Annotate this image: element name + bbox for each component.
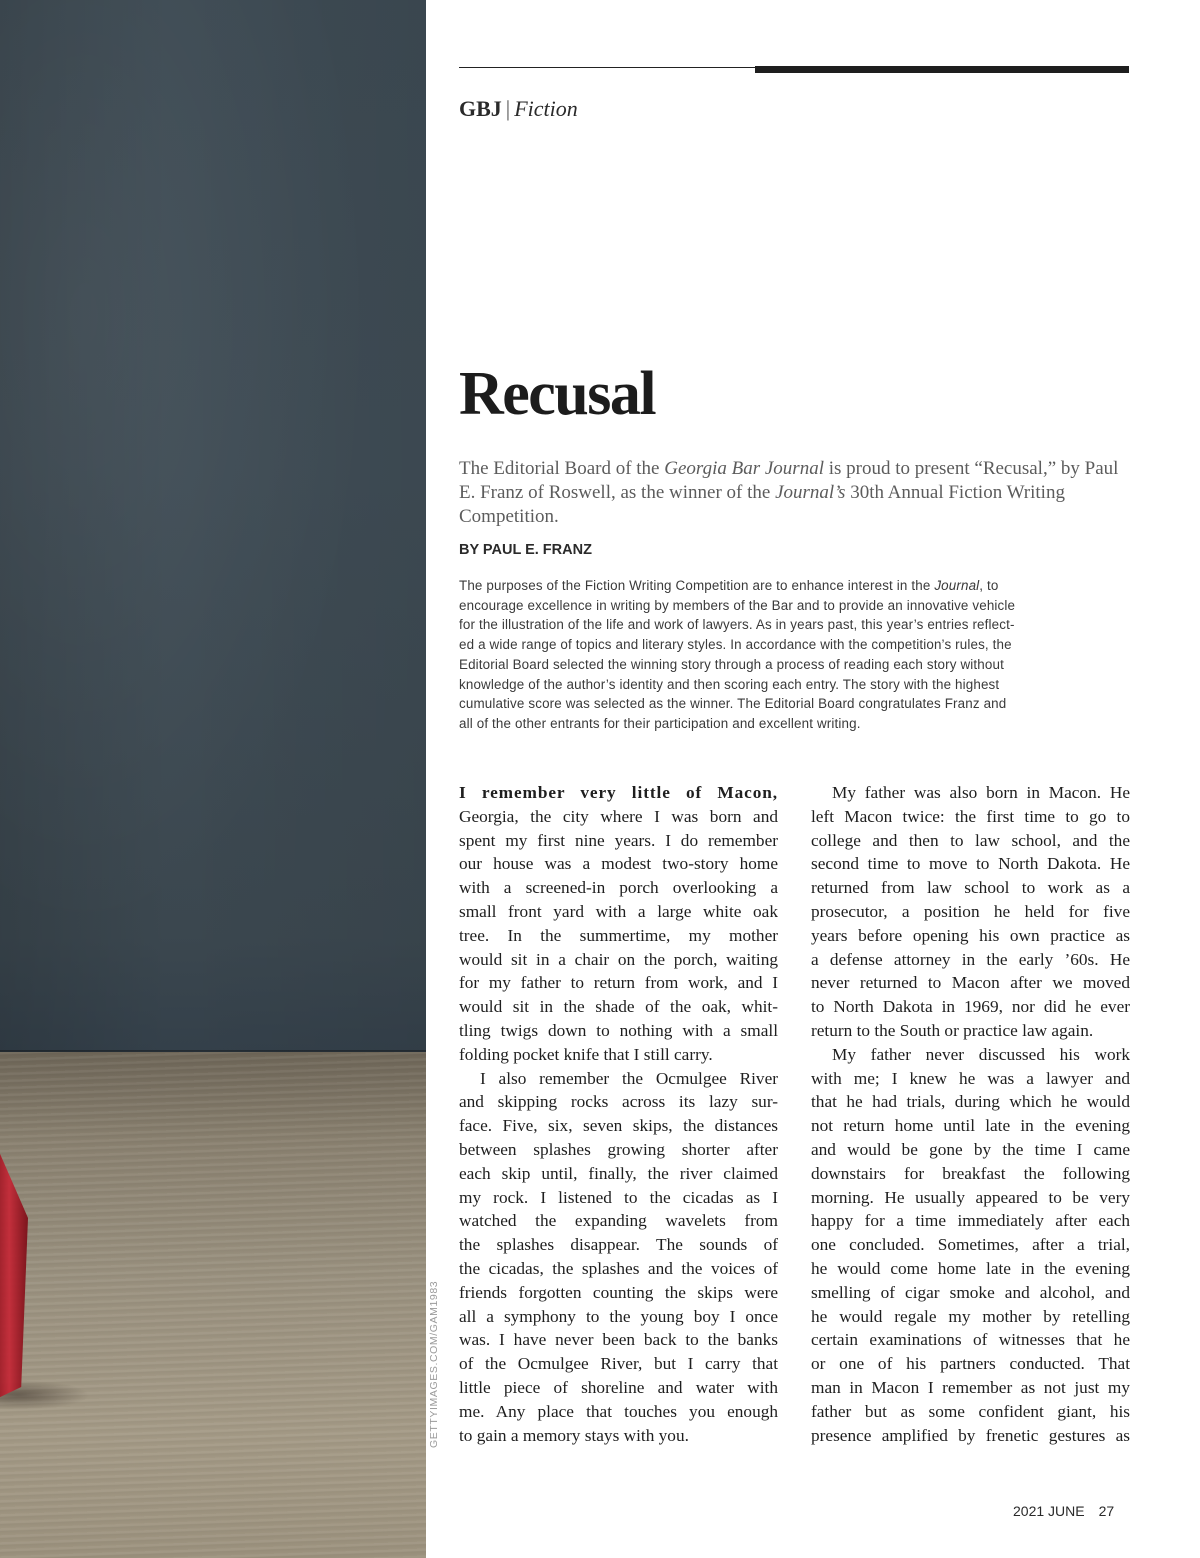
- story-line: My father never discussed his work: [832, 1044, 1130, 1064]
- note-text: Editorial Board selected the winning story through a process of reading each story without: [459, 656, 1004, 672]
- section-name: Fiction: [514, 96, 578, 121]
- story-line: my rock. I listened to the cicadas as I: [459, 1187, 778, 1207]
- note-line: [459, 694, 1131, 714]
- story-line: second time to move to North Dakota. He: [811, 854, 1130, 874]
- publication-abbrev: GBJ: [459, 96, 502, 121]
- story-line: our house was a modest two-story home: [459, 854, 778, 874]
- story-line: not return home until late in the evening: [811, 1116, 1130, 1136]
- story-line: morning. He usually appeared to be very: [811, 1187, 1130, 1207]
- story-line: and skipping rocks across its lazy sur-: [459, 1092, 778, 1112]
- story-line: downstairs for breakfast the following: [811, 1163, 1130, 1183]
- story-line: and would be gone by the time I came: [811, 1139, 1130, 1159]
- story-line: certain examinations of witnesses that he: [811, 1330, 1130, 1350]
- note-journal-name: Journal: [934, 578, 980, 593]
- story-line: one concluded. Sometimes, after a trial,: [811, 1235, 1130, 1255]
- story-line: small front yard with a large white oak: [459, 901, 778, 921]
- intro-text-2: is proud to present “Recusal,” by Paul E. Franz of Roswell, as the winner of the: [459, 458, 1119, 503]
- story-line: Georgia, the city where I was born and: [459, 806, 778, 826]
- story-line: he would come home late in the evening: [811, 1258, 1130, 1278]
- story-line: returned from law school to work as a: [811, 878, 1130, 898]
- story-line: folding pocket knife that I still carry.: [459, 1044, 713, 1064]
- photo-wall: [0, 0, 426, 1055]
- note-line: [459, 655, 1131, 675]
- story-line: each skip until, finally, the river claimed: [459, 1163, 778, 1183]
- cover-photo: [0, 0, 426, 1558]
- story-line: face. Five, six, seven skips, the distances: [459, 1116, 778, 1136]
- story-line: prosecutor, a position he held for five: [811, 901, 1130, 921]
- story-line: years before opening his own practice as: [811, 925, 1130, 945]
- note-line: [459, 615, 1131, 635]
- folio-issue: 2021 JUNE: [1013, 1503, 1085, 1519]
- story-line: watched the expanding wavelets from: [459, 1211, 778, 1231]
- note-text: knowledge of the author’s identity and then scoring each entry. The story with the highest: [459, 676, 1000, 692]
- story-line: the cicadas, the splashes and the voices of: [459, 1258, 778, 1278]
- article-title: Recusal: [459, 360, 656, 428]
- note-text: all of the other entrants for their participation and excellent writing.: [459, 715, 861, 731]
- story-line: father but as some confident giant, his: [811, 1401, 1130, 1421]
- story-line: was. I have never been back to the banks: [459, 1330, 778, 1350]
- note-text: encourage excellence in writing by members of the Bar and to provide an innovative vehicle: [459, 597, 1016, 613]
- story-line: would sit in a chair on the porch, waiting: [459, 949, 778, 969]
- story-line: would sit in the shade of the oak, whit-: [459, 997, 778, 1017]
- story-line: to gain a memory stays with you.: [459, 1425, 689, 1445]
- intro-journal-possessive: Journal’s: [775, 482, 846, 503]
- competition-note: [459, 576, 1131, 734]
- story-line: tree. In the summertime, my mother: [459, 925, 778, 945]
- story-line: with me; I knew he was a lawyer and: [811, 1068, 1130, 1088]
- note-line: [459, 635, 1131, 655]
- story-line: to North Dakota in 1969, nor did he ever: [811, 997, 1130, 1017]
- section-label: [459, 95, 578, 123]
- story-line: man in Macon I remember as not just my: [811, 1377, 1130, 1397]
- byline: BY PAUL E. FRANZ: [459, 542, 592, 558]
- story-line: smelling of cigar smoke and alcohol, and: [811, 1282, 1130, 1302]
- note-line: [459, 576, 1131, 596]
- story-line: that he had trials, during which he would: [811, 1092, 1130, 1112]
- story-line: me. Any place that touches you enough: [459, 1401, 778, 1421]
- story-line: My father was also born in Macon. He: [832, 783, 1130, 802]
- story-lead-in: I remember very little of Macon,: [459, 783, 778, 802]
- page-folio: [1013, 1503, 1114, 1519]
- note-line: [459, 596, 1131, 616]
- note-text: ed a wide range of topics and literary styles. In accordance with the competition’s rules, the: [459, 637, 1012, 653]
- photo-credit-text: GETTYIMAGES.COM/GAM1983: [428, 1280, 440, 1448]
- note-line: [459, 714, 1131, 734]
- note-line: [459, 675, 1131, 695]
- story-line: little piece of shoreline and water with: [459, 1377, 778, 1397]
- story-line: spent my first nine years. I do remember: [459, 830, 778, 850]
- story-line: all a symphony to the young boy I once: [459, 1306, 778, 1326]
- story-line: or one of his partners conducted. That: [811, 1354, 1130, 1374]
- story-line: for my father to return from work, and I: [459, 973, 778, 993]
- story-line: happy for a time immediately after each: [811, 1211, 1130, 1231]
- story-line: friends forgotten counting the skips were: [459, 1282, 778, 1302]
- note-text: , to: [979, 578, 999, 593]
- intro-journal-name: Georgia Bar Journal: [664, 458, 824, 479]
- story-line: return to the South or practice law again.: [811, 1020, 1094, 1040]
- intro-text-1: The Editorial Board of the: [459, 458, 665, 479]
- story-line: never returned to Macon after we moved: [811, 973, 1130, 993]
- story-line: with a screened-in porch overlooking a: [459, 878, 778, 898]
- header-rule-thin: [459, 67, 759, 68]
- body-column-2: [811, 781, 1130, 1447]
- story-line: he would regale my mother by retelling: [811, 1306, 1130, 1326]
- photo-credit: [428, 1280, 442, 1448]
- story-line: the splashes disappear. The sounds of: [459, 1235, 778, 1255]
- story-line: left Macon twice: the first time to go to: [811, 806, 1130, 826]
- story-line: a defense attorney in the early ’60s. He: [811, 949, 1130, 969]
- story-line: college and then to law school, and the: [811, 830, 1130, 850]
- section-separator: |: [505, 96, 511, 121]
- header-rule-thick: [755, 66, 1129, 73]
- photo-wooden-table: [0, 1052, 426, 1558]
- story-line: tling twigs down to nothing with a small: [459, 1020, 778, 1040]
- note-text: The purposes of the Fiction Writing Competition are to enhance interest in the: [459, 578, 935, 593]
- note-text: cumulative score was selected as the winner. The Editorial Board congratulates Franz and: [459, 696, 1007, 712]
- body-column-1: [459, 781, 778, 1447]
- note-text: for the illustration of the life and work of lawyers. As in years past, this year’s entries reflect-: [459, 617, 1015, 633]
- article-intro: [459, 457, 1131, 529]
- story-line: of the Ocmulgee River, but I carry that: [459, 1354, 778, 1374]
- story-line: I also remember the Ocmulgee River: [480, 1068, 778, 1088]
- story-line: between splashes growing shorter after: [459, 1139, 778, 1159]
- intro-text-3: 30th Annual Fiction Writing Competition.: [459, 482, 1065, 527]
- story-line: presence amplified by frenetic gestures as: [811, 1425, 1130, 1445]
- folio-page-number: 27: [1098, 1503, 1115, 1519]
